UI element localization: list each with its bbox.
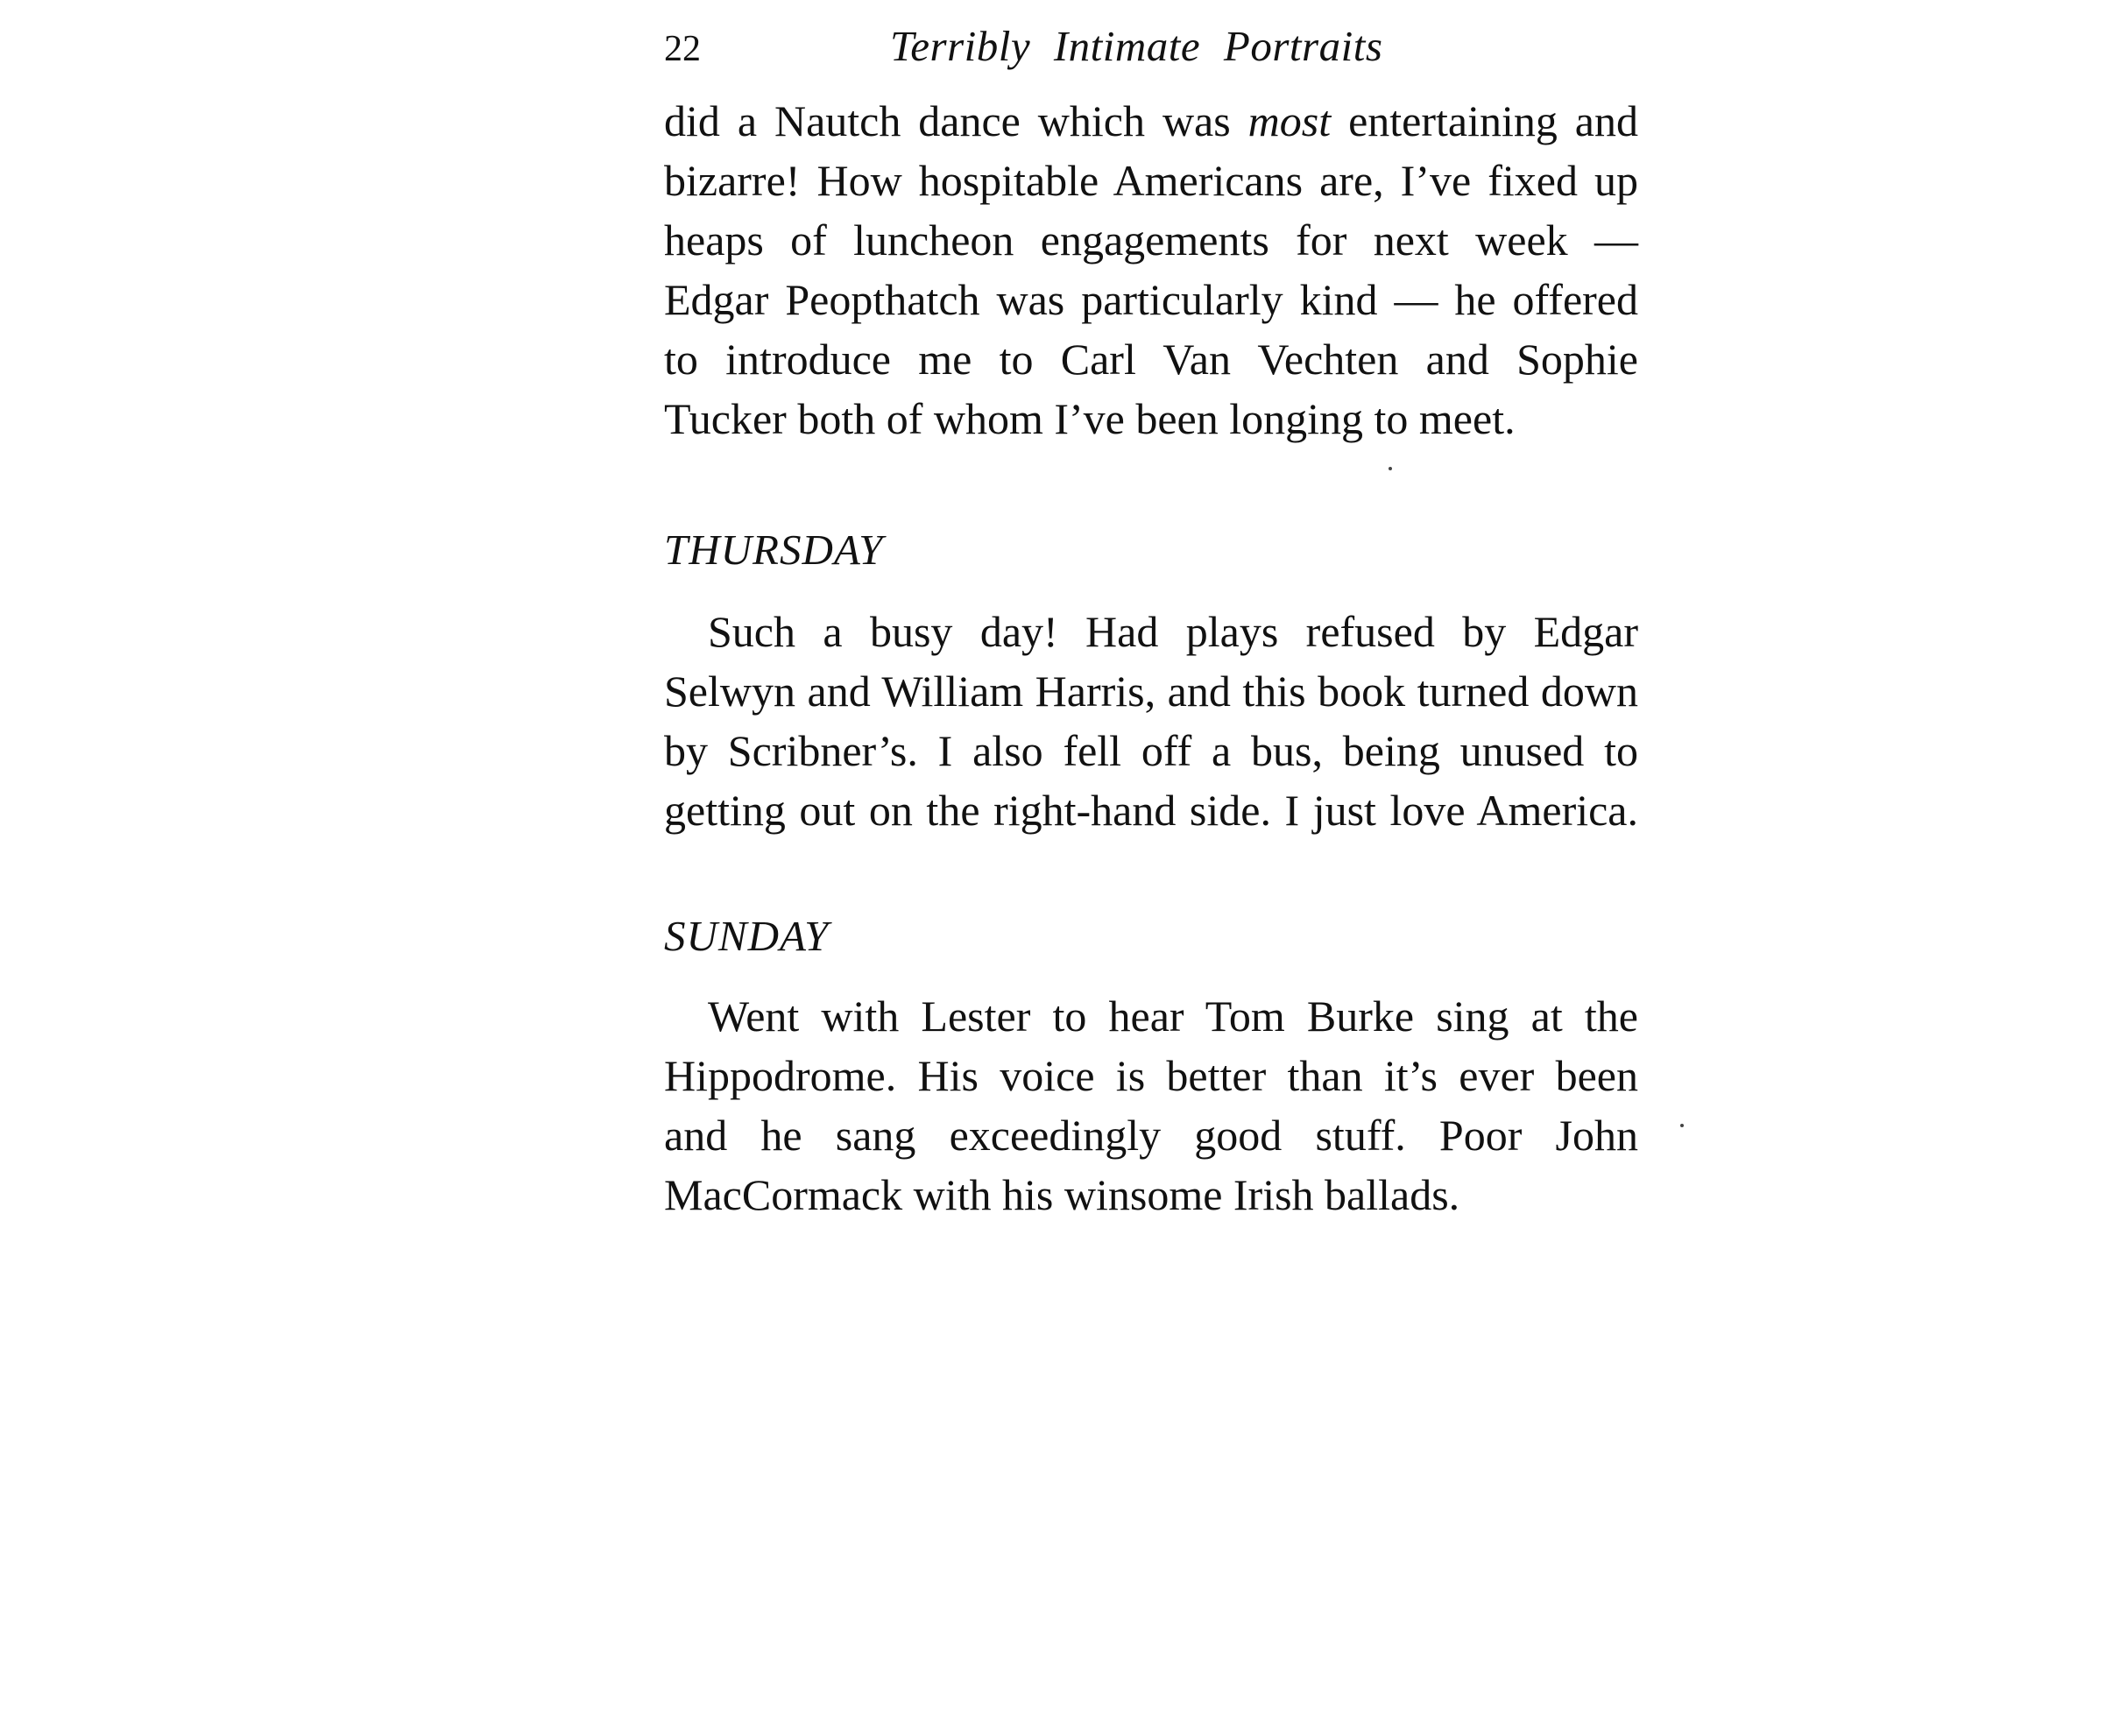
text-line: Edgar Peopthatch was particularly kind — he offered bbox=[664, 275, 1638, 324]
text-line: by Scribner’s. I also fell off a bus, being unused to bbox=[664, 726, 1638, 775]
text-line: Hippodrome. His voice is better than it’s ever been bbox=[664, 1051, 1638, 1100]
text-line: and he sang exceedingly good stuff. Poor John bbox=[664, 1111, 1638, 1160]
print-speck bbox=[1680, 1124, 1684, 1127]
text-line: Such a busy day! Had plays refused by Edgar bbox=[708, 607, 1638, 656]
text-line: Tucker both of whom I’ve been longing to meet. bbox=[664, 394, 1516, 443]
text-line: MacCormack with his winsome Irish ballads. bbox=[664, 1170, 1460, 1219]
print-speck bbox=[1389, 467, 1392, 470]
running-title: Terribly Intimate Portraits bbox=[890, 22, 1383, 70]
emphasis: most bbox=[1247, 96, 1332, 145]
text-line: bizarre! How hospitable Americans are, I’ve fixed up bbox=[664, 156, 1638, 205]
text-line: getting out on the right-hand side. I just love America. bbox=[664, 786, 1638, 835]
running-head bbox=[664, 19, 1638, 74]
text-line: Selwyn and William Harris, and this book turned down bbox=[664, 667, 1638, 716]
text-line: to introduce me to Carl Van Vechten and Sophie bbox=[664, 335, 1638, 384]
page-number: 22 bbox=[664, 29, 701, 69]
text-line: did a Nautch dance which was most entertaining and bbox=[664, 96, 1638, 145]
entry-heading: SUNDAY bbox=[664, 912, 830, 960]
entry-heading: THURSDAY bbox=[664, 526, 884, 574]
text-line: heaps of luncheon engagements for next week — bbox=[664, 215, 1638, 265]
text-line: Went with Lester to hear Tom Burke sing at the bbox=[708, 991, 1638, 1041]
